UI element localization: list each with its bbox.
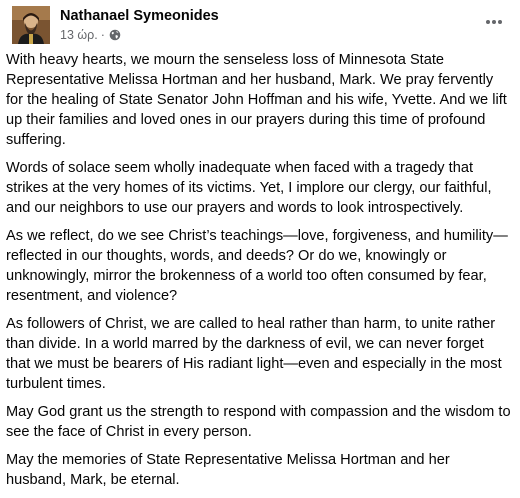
post-paragraph: As followers of Christ, we are called to heal rather than harm, to unite rather than divide. In a world marred by the darkness of evil, we can never forget that we must be bearers of His radiant light—even and especially in the most turbulent times. [6,316,502,392]
meta-separator: · [100,28,105,42]
post-paragraph: May the memories of State Representative Melissa Hortman and her husband, Mark, be eternal. [6,452,450,488]
more-options-button[interactable] [478,8,510,36]
more-options-icon [485,19,503,25]
post-paragraph: With heavy hearts, we mourn the senseless loss of Minnesota State Representative Melissa Hortman and her husband, Mark. We pray fervently for the healing of State Senator John Hoffman and his wife, Yvette. And we lift up their families and loved ones in our prayers during this time of profound suffering. [6,52,507,148]
post-header [12,6,508,46]
globe-icon[interactable] [109,29,121,41]
post-body [6,50,512,498]
profile-avatar-icon [12,6,50,44]
author-name[interactable]: Nathanael Symeonides [60,8,219,24]
post-meta [60,28,121,42]
post-paragraph: As we reflect, do we see Christ’s teachings—love, forgiveness, and humility—reflected in our thoughts, words, and deeds? Or do we, knowingly or unknowingly, mirror the brokenness of a world too often consumed by fear, resentment, and violence? [6,228,508,304]
post-paragraph: Words of solace seem wholly inadequate when faced with a tragedy that strikes at the very homes of its victims. Yet, I implore our clergy, our faithful, and our neighbors to use our prayers and words to look introspectively. [6,160,492,216]
author-avatar[interactable] [12,6,50,44]
post-timestamp[interactable]: 13 ώρ. [60,28,98,42]
post-paragraph: May God grant us the strength to respond with compassion and the wisdom to see the face of Christ in every person. [6,404,511,440]
